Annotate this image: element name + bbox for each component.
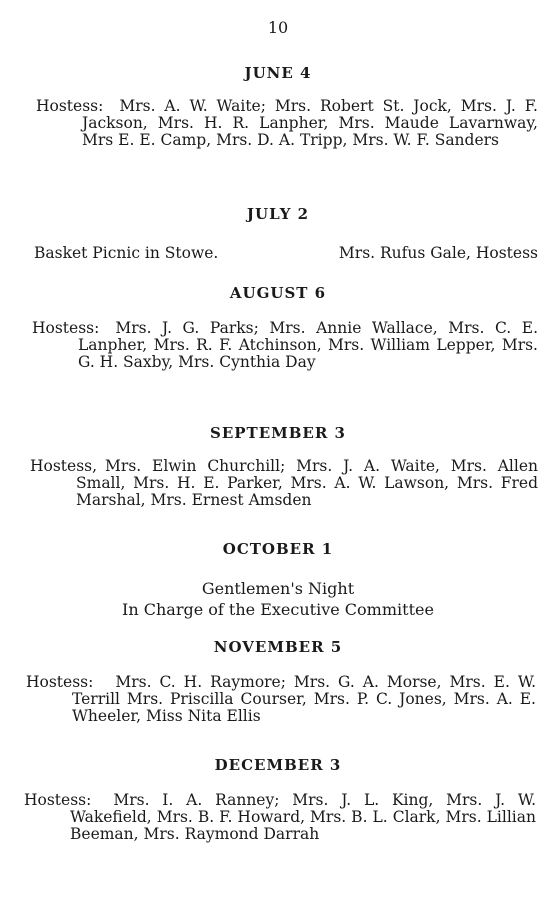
heading-august: AUGUST 6 — [229, 284, 327, 302]
page-number: 10 — [267, 18, 289, 37]
entry-july-right: Mrs. Rufus Gale, Hostess — [338, 244, 538, 262]
heading-november: NOVEMBER 5 — [213, 638, 343, 656]
entry-november-text: Mrs. C. H. Raymore; Mrs. G. A. Morse, Mrs. E. W. Terrill Mrs. Priscilla Courser, Mrs. P. C. Jones, Mrs. A. E. Wheeler, Miss Nita Ellis — [72, 673, 536, 725]
entry-july — [34, 244, 538, 262]
entry-august-text: Mrs. J. G. Parks; Mrs. Annie Wallace, Mrs. C. E. Lanpher, Mrs. R. F. Atchinson, Mrs. William Lepper, Mrs. G. H. Saxby, Mrs. Cynthia Day — [78, 319, 538, 371]
october-line-1: Gentlemen's Night — [201, 579, 355, 598]
heading-july: JULY 2 — [246, 205, 310, 223]
entry-august — [32, 320, 538, 371]
entry-july-left: Basket Picnic in Stowe. — [34, 244, 219, 262]
entry-november-lead: Hostess: — [26, 673, 94, 691]
october-line-2: In Charge of the Executive Committee — [122, 600, 434, 619]
entry-december-lead: Hostess: — [24, 791, 92, 809]
entry-august-lead: Hostess: — [32, 319, 100, 337]
entry-september — [30, 458, 538, 509]
entry-november — [26, 674, 536, 725]
entry-june — [36, 98, 538, 149]
entry-september-text: Mrs. Elwin Churchill; Mrs. J. A. Waite, Mrs. Allen Small, Mrs. H. E. Parker, Mrs. A. W. Lawson, Mrs. Fred Marshal, Mrs. Ernest Amsden — [76, 457, 538, 509]
entry-september-lead: Hostess, — [30, 457, 98, 475]
heading-december: DECEMBER 3 — [214, 756, 342, 774]
heading-october: OCTOBER 1 — [222, 540, 334, 558]
entry-december — [24, 792, 536, 843]
entry-june-lead: Hostess: — [36, 97, 104, 115]
entry-june-text: Mrs. A. W. Waite; Mrs. Robert St. Jock, Mrs. J. F. Jackson, Mrs. H. R. Lanpher, Mrs. Maude Lavarnway, Mrs E. E. Camp, Mrs. D. A. Tripp, Mrs. W. F. Sanders — [82, 97, 538, 149]
entry-december-text: Mrs. I. A. Ranney; Mrs. J. L. King, Mrs. J. W. Wakefield, Mrs. B. F. Howard, Mrs. B. L. Clark, Mrs. Lillian Beeman, Mrs. Raymond Darrah — [70, 791, 536, 843]
heading-september: SEPTEMBER 3 — [210, 424, 346, 442]
heading-june: JUNE 4 — [244, 64, 312, 82]
